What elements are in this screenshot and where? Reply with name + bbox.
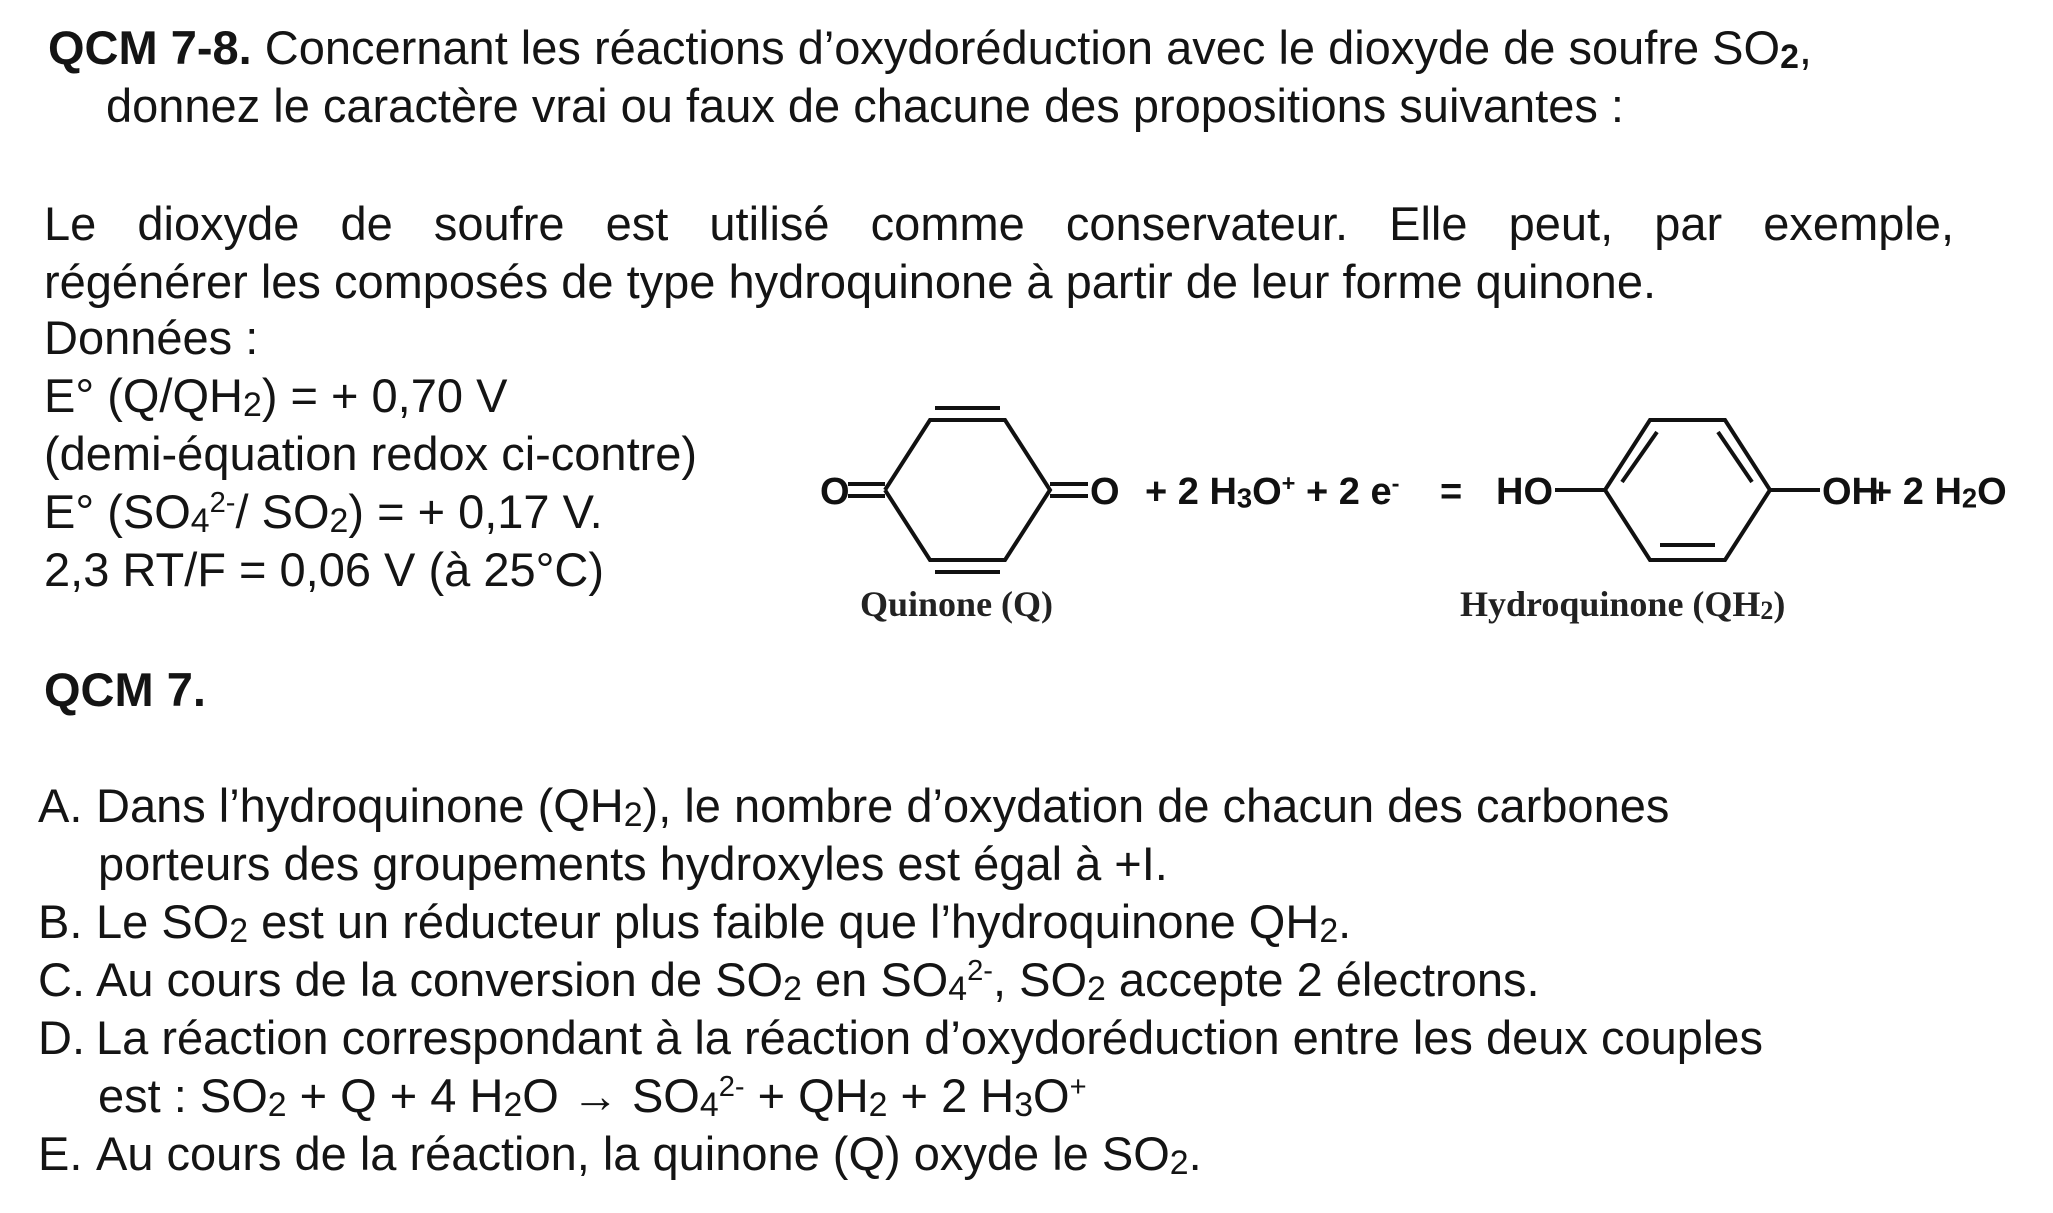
hydroquinone-label [1460,576,1785,632]
option-b-text-c: . [1338,895,1352,948]
option-d-letter: D. [38,1011,85,1064]
subscript: 2 [267,1086,287,1125]
hydroquinone-structure [1555,420,1820,560]
option-b-text-a: Le SO [96,895,230,948]
quinone-o-right [1090,464,1120,520]
equation-products [1870,464,2007,520]
superscript: 2- [967,954,993,987]
intro-text1: Le dioxyde de soufre est utilisé comme conservateur. Elle peut, par exemple, [44,197,1954,250]
option-a-letter: A. [38,779,83,832]
hydroquinone-label-end: ) [1773,584,1786,624]
superscript: 2- [209,486,236,519]
option-b-text-b: est un réducteur plus faible que l’hydroquinone QH [248,895,1320,948]
const-text: 2,3 RT/F = 0,06 V (à 25°C) [44,543,604,596]
subscript: 2 [1961,482,1978,514]
subscript: 2 [1087,970,1106,1009]
equation-reagents [1145,464,1399,520]
option-d-text1: La réaction correspondant à la réaction d’oxydoréduction entre les deux couples [96,1011,1763,1064]
o-left-text: O [820,471,850,513]
question-header-text2: donnez le caractère vrai ou faux de chacune des propositions suivantes : [106,79,1624,132]
option-c-text-a: Au cours de la conversion de SO [96,953,784,1006]
option-e-text-a: Au cours de la réaction, la quinone (Q) oxyde le SO [96,1127,1170,1180]
superscript: 2- [718,1070,745,1103]
subscript: 2 [1169,1144,1189,1183]
plus-h3o: + 2 H [1145,471,1237,513]
subscript: 4 [190,502,210,541]
option-d-text-d: + QH [744,1069,869,1122]
question-label: QCM 7-8. [48,21,252,74]
option-c [38,952,1540,1008]
option-a-text2: porteurs des groupements hydroxyles est égal à +I. [98,837,1168,890]
quinone-o-left [820,464,850,520]
subscript: 2 [783,970,802,1009]
qcm7-title [44,662,206,718]
intro-text2: régénérer les composés de type hydroquinone à partir de leur forme quinone. [44,255,1657,308]
subscript: 2 [242,386,262,425]
option-b-letter: B. [38,895,83,948]
subscript: 2 [503,1086,523,1125]
subscript: 3 [1236,482,1253,514]
option-a-line1 [38,778,1669,834]
quinone-label [860,576,1053,632]
quinone-structure [848,408,1088,572]
subscript: 3 [1014,1086,1034,1125]
option-a-text: Dans l’hydroquinone (QH [96,779,624,832]
e1-text-b: ) = + 0,70 V [261,369,508,422]
option-d-line2 [98,1068,1087,1124]
question-header-comma: , [1798,21,1812,74]
qcm7-title-text: QCM 7. [44,663,206,716]
option-a-text-b: ), le nombre d’oxydation de chacun des carbones [642,779,1670,832]
e1-text-a: E° (Q/QH [44,369,243,422]
option-e-letter: E. [38,1127,83,1180]
option-e-text-b: . [1188,1127,1202,1180]
e2-text-a: E° (SO [44,485,191,538]
subscript: 2 [1780,38,1799,77]
e1-note-text: (demi-équation redox ci-contre) [44,427,698,480]
h2o-o: O [1977,471,2007,513]
option-c-text-d: accepte 2 électrons. [1105,953,1540,1006]
o-right-text: O [1090,471,1120,513]
e2-text-c: ) = + 0,17 V. [348,485,603,538]
superscript: - [1391,470,1400,497]
option-c-letter: C. [38,953,85,1006]
plus-electrons: + 2 e [1306,471,1392,513]
subscript: 4 [699,1086,719,1125]
ho-text: HO [1496,471,1553,513]
superscript: + [1069,1070,1087,1103]
hydroquinone-ho [1496,464,1553,520]
data-title-text: Données : [44,311,259,364]
option-d-line1 [38,1010,1763,1066]
option-e [38,1126,1202,1182]
option-d-text-c: O → SO [522,1069,700,1122]
hydroquinone-label-text: Hydroquinone (QH [1460,584,1761,624]
oh-text: OH [1822,471,1879,513]
equation-equals [1440,464,1462,520]
equals-sign: = [1440,471,1463,513]
subscript: 2 [229,912,249,951]
option-d-text-a: est : SO [98,1069,268,1122]
e2-text-b: / SO [235,485,330,538]
subscript: 4 [948,970,968,1009]
option-d-text-f: O [1033,1069,1070,1122]
quinone-label-text: Quinone (Q) [860,584,1054,624]
subscript: 2 [623,796,643,835]
option-d-text-b: + Q + 4 H [286,1069,504,1122]
h3o-o: O [1252,471,1282,513]
option-d-text-e: + 2 H [887,1069,1015,1122]
option-b [38,894,1351,950]
subscript: 2 [329,502,349,541]
option-c-text-c: , SO [992,953,1088,1006]
plus-h2o: + 2 H [1870,471,1962,513]
superscript: + [1281,470,1296,497]
subscript: 2 [1760,596,1774,626]
question-header-text: Concernant les réactions d’oxydoréduction avec le dioxyde de soufre SO [264,21,1781,74]
option-c-text-b: en SO [801,953,949,1006]
option-a-line2 [98,836,1168,892]
subscript: 2 [868,1086,888,1125]
subscript: 2 [1319,912,1339,951]
